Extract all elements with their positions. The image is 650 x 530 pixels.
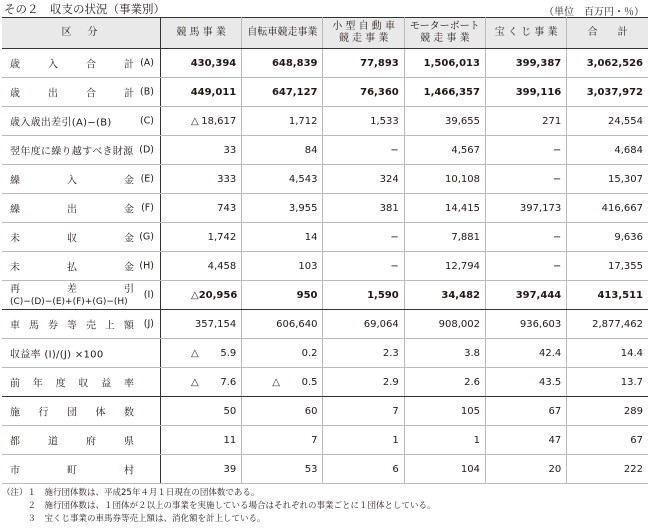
row-label-char: 合 xyxy=(85,88,96,100)
row-label-top xyxy=(10,284,134,296)
triangle-icon: △ xyxy=(190,289,199,301)
header-text: 宝 く じ 事 業 xyxy=(494,27,558,38)
table-row xyxy=(2,194,648,223)
value-text: 7.6 xyxy=(220,376,237,388)
row-label-char: 馬 xyxy=(28,320,39,332)
value-cell: 42.4 xyxy=(485,339,566,368)
triangle-icon: △ xyxy=(190,115,199,127)
row-label-char: 未 xyxy=(10,262,20,274)
row-label xyxy=(2,136,160,164)
value-cell: 324 xyxy=(323,165,404,194)
value-cell xyxy=(160,281,241,310)
row-label-char: 未 xyxy=(10,233,20,245)
row-label-char: 計 xyxy=(123,59,134,71)
row-key: (D) xyxy=(139,144,154,156)
row-label-char: 団 xyxy=(66,407,77,419)
row-label-text xyxy=(10,114,134,129)
value-cell: 9,636 xyxy=(567,223,648,252)
table-row xyxy=(2,223,648,252)
revenue-table xyxy=(2,17,648,484)
row-label xyxy=(2,107,160,135)
page-title: その２ 収支の状況（事業別） xyxy=(4,2,165,16)
row-label-text xyxy=(10,346,134,361)
row-key: (E) xyxy=(140,173,154,185)
value-text: 0.5 xyxy=(301,376,318,388)
row-label-text xyxy=(10,317,134,332)
value-cell: 39 xyxy=(160,455,241,484)
value-cell: 397,173 xyxy=(485,194,566,223)
row-label-cell xyxy=(2,165,160,194)
notes xyxy=(2,487,436,526)
value-cell: − xyxy=(485,165,566,194)
value-cell: 77,893 xyxy=(323,49,404,78)
value-cell: − xyxy=(485,223,566,252)
row-label-char: 都 xyxy=(10,436,20,448)
row-label-char: 率 xyxy=(123,378,134,390)
value-cell: 14.4 xyxy=(567,339,648,368)
row-label-text xyxy=(10,284,134,308)
value-cell: 449,011 xyxy=(160,78,241,107)
value-cell: 7,881 xyxy=(404,223,485,252)
row-label-char: 府 xyxy=(85,436,96,448)
row-key: (G) xyxy=(139,231,154,243)
value-cell: 7 xyxy=(323,397,404,426)
value-cell: 11 xyxy=(160,426,241,455)
value-cell: − xyxy=(323,136,404,165)
value-cell: 289 xyxy=(567,397,648,426)
value-cell: − xyxy=(323,252,404,281)
row-label-cell xyxy=(2,426,160,455)
row-label xyxy=(2,426,160,454)
value-cell: 4,543 xyxy=(242,165,323,194)
row-label-char: 数 xyxy=(123,407,134,419)
row-label-char: 払 xyxy=(66,262,77,274)
header-text: 区 分 xyxy=(61,27,101,38)
value-cell: 416,667 xyxy=(567,194,648,223)
value-cell: 3,955 xyxy=(242,194,323,223)
value-cell: 105 xyxy=(404,397,485,426)
row-label-text xyxy=(10,172,134,187)
row-label-char: 入 xyxy=(47,59,58,71)
row-label-char: 繰 xyxy=(10,175,20,187)
row-label xyxy=(2,397,160,425)
value-cell: 14,415 xyxy=(404,194,485,223)
value-cell: 7 xyxy=(242,426,323,455)
value-cell: 84 xyxy=(242,136,323,165)
row-label-cell xyxy=(2,397,160,426)
value-cell: − xyxy=(485,136,566,165)
row-label-cell xyxy=(2,223,160,252)
value-cell: − xyxy=(323,223,404,252)
value-cell: 69,064 xyxy=(323,310,404,339)
row-label-text xyxy=(10,433,134,448)
row-label-char: 道 xyxy=(47,436,58,448)
value-cell: − xyxy=(485,252,566,281)
row-label-cell xyxy=(2,368,160,397)
value-cell: 2,877,462 xyxy=(567,310,648,339)
row-label-char: 券 xyxy=(47,320,58,332)
value-cell: 20 xyxy=(485,455,566,484)
row-label-char: 金 xyxy=(123,262,134,274)
value-cell: 10,108 xyxy=(404,165,485,194)
row-label xyxy=(2,252,160,280)
header-text: 競 馬 事 業 xyxy=(176,27,226,38)
row-label-char: 収 xyxy=(66,233,77,245)
table-row-saisa xyxy=(2,281,648,310)
row-label-cell xyxy=(2,136,160,165)
value-text: 5.9 xyxy=(220,347,237,359)
value-text: 20,956 xyxy=(198,289,238,301)
value-cell: 12,794 xyxy=(404,252,485,281)
row-label-char: 年 xyxy=(32,378,43,390)
value-cell: 399,116 xyxy=(485,78,566,107)
row-label-char: 合 xyxy=(85,59,96,71)
row-label-char: 売 xyxy=(85,320,96,332)
value-cell: 15,307 xyxy=(567,165,648,194)
row-label-string: 歳入歳出差引(A)−(B) xyxy=(10,117,112,129)
row-label-string: 翌年度に繰り越すべき財源 xyxy=(10,146,134,158)
row-label xyxy=(2,78,160,106)
header-text: 自転車競走事業 xyxy=(247,27,318,38)
row-label-char: 度 xyxy=(55,378,66,390)
row-label-char: 村 xyxy=(123,465,134,477)
row-label-char: 入 xyxy=(66,175,77,187)
row-key: (B) xyxy=(140,86,154,98)
row-label-char: 差 xyxy=(66,284,77,295)
table-row xyxy=(2,426,648,455)
table-row xyxy=(2,252,648,281)
table-row xyxy=(2,49,648,78)
value-cell: 333 xyxy=(160,165,241,194)
value-cell: 743 xyxy=(160,194,241,223)
row-label-cell xyxy=(2,455,160,484)
table-row xyxy=(2,397,648,426)
row-label-char: 行 xyxy=(38,407,49,419)
row-key: (H) xyxy=(139,260,154,272)
value-cell: 60 xyxy=(242,397,323,426)
row-key: (C) xyxy=(139,115,154,127)
value-cell: 2.3 xyxy=(323,339,404,368)
row-label-cell xyxy=(2,49,160,78)
row-label-cell xyxy=(2,281,160,310)
row-label-bottom: (C)−(D)−(E)+(F)+(G)−(H) xyxy=(10,297,128,307)
row-label-text xyxy=(10,143,134,158)
value-cell: 47 xyxy=(485,426,566,455)
row-label-text xyxy=(10,462,134,477)
header-col-3 xyxy=(323,18,404,49)
value-cell: 1,466,357 xyxy=(404,78,485,107)
row-label-text xyxy=(10,85,134,100)
value-cell: 908,002 xyxy=(404,310,485,339)
row-label-cell xyxy=(2,252,160,281)
row-label-text xyxy=(10,201,134,216)
table-row xyxy=(2,165,648,194)
row-label-cell xyxy=(2,339,160,368)
row-label xyxy=(2,310,160,338)
table-row xyxy=(2,310,648,339)
header-text: 小 型 自 動 車 競 走 事 業 xyxy=(332,21,395,44)
value-cell: 50 xyxy=(160,397,241,426)
value-cell: 6 xyxy=(323,455,404,484)
value-cell: 1,590 xyxy=(323,281,404,310)
value-cell: 271 xyxy=(485,107,566,136)
value-cell: 103 xyxy=(242,252,323,281)
header-text: 合 計 xyxy=(587,27,628,38)
value-cell: 24,554 xyxy=(567,107,648,136)
value-cell: 14 xyxy=(242,223,323,252)
row-label-char: 出 xyxy=(66,204,77,216)
table-row xyxy=(2,136,648,165)
row-key: (F) xyxy=(141,202,154,214)
value-cell: 53 xyxy=(242,455,323,484)
row-label-char: 等 xyxy=(66,320,77,332)
value-cell: 4,458 xyxy=(160,252,241,281)
header-col-5 xyxy=(485,18,566,49)
table-row xyxy=(2,78,648,107)
header-label-col xyxy=(2,18,160,49)
value-cell: 67 xyxy=(567,426,648,455)
value-cell: 606,640 xyxy=(242,310,323,339)
value-cell: 648,839 xyxy=(242,49,323,78)
row-label xyxy=(2,165,160,193)
value-cell: 357,154 xyxy=(160,310,241,339)
note-3: ３ 宝くじ事業の車馬券等売上額は、消化額を計上している。 xyxy=(2,514,266,524)
row-label xyxy=(2,49,160,77)
row-label-char: 施 xyxy=(10,407,20,419)
row-label-char: 歳 xyxy=(10,59,20,71)
value-cell: 1 xyxy=(404,426,485,455)
value-cell: 4,684 xyxy=(567,136,648,165)
value-cell: 17,355 xyxy=(567,252,648,281)
unit-label: （単位 百万円・％） xyxy=(544,7,644,18)
row-label xyxy=(2,455,160,483)
table-row xyxy=(2,455,648,484)
value-cell: 39,655 xyxy=(404,107,485,136)
row-label-char: 再 xyxy=(10,284,20,295)
note-1: （注）１ 施行団体数は、平成25年４月１日現在の団体数である。 xyxy=(2,488,260,498)
value-cell: 0.2 xyxy=(242,339,323,368)
value-cell: 13.7 xyxy=(567,368,648,397)
row-label-char: 市 xyxy=(10,465,20,477)
row-label-char: 町 xyxy=(66,465,77,477)
value-cell: 3,037,972 xyxy=(567,78,648,107)
value-cell: 33 xyxy=(160,136,241,165)
value-cell: 104 xyxy=(404,455,485,484)
row-key: (A) xyxy=(140,57,154,69)
row-label-char: 繰 xyxy=(10,204,20,216)
row-label-char: 前 xyxy=(10,378,20,390)
triangle-icon: △ xyxy=(190,347,199,359)
value-cell: 413,511 xyxy=(567,281,648,310)
value-cell: 2.6 xyxy=(404,368,485,397)
value-cell: 2.9 xyxy=(323,368,404,397)
header-row xyxy=(2,18,648,49)
value-cell: 1 xyxy=(323,426,404,455)
value-cell: 936,603 xyxy=(485,310,566,339)
table-row xyxy=(2,107,648,136)
row-label-text xyxy=(10,259,134,274)
row-label-text xyxy=(10,56,134,71)
row-key: (I) xyxy=(143,289,154,301)
value-cell: 1,533 xyxy=(323,107,404,136)
row-label-cell xyxy=(2,310,160,339)
value-cell: 1,506,013 xyxy=(404,49,485,78)
value-cell: 222 xyxy=(567,455,648,484)
value-cell: 34,482 xyxy=(404,281,485,310)
triangle-icon: △ xyxy=(272,376,280,388)
row-label-text xyxy=(10,404,134,419)
row-label-char: 金 xyxy=(123,204,134,216)
row-label-char: 県 xyxy=(123,436,134,448)
row-label-char: 金 xyxy=(123,233,134,245)
row-label-char: 体 xyxy=(95,407,106,419)
row-label-char: 出 xyxy=(47,88,58,100)
header-col-6 xyxy=(567,18,648,49)
note-2: ２ 施行団体数は、１団体が２以上の事業を実施している場合はそれぞれの事業ごとに１団体としている。 xyxy=(2,501,436,511)
header-col-1 xyxy=(160,18,241,49)
value-cell xyxy=(160,107,241,136)
value-cell: 950 xyxy=(242,281,323,310)
row-label-text xyxy=(10,230,134,245)
header-text: モーターボート 競 走 事 業 xyxy=(410,21,480,44)
value-cell: 67 xyxy=(485,397,566,426)
value-cell xyxy=(160,339,241,368)
row-label xyxy=(2,281,160,309)
table-row xyxy=(2,368,648,397)
value-cell xyxy=(160,368,241,397)
row-label xyxy=(2,368,160,396)
row-label xyxy=(2,223,160,251)
row-label-string: 収益率 (I)/(J) ×100 xyxy=(10,349,104,361)
row-label-char: 額 xyxy=(123,320,134,332)
value-cell xyxy=(242,368,323,397)
row-label-char: 計 xyxy=(123,88,134,100)
row-label-cell xyxy=(2,194,160,223)
value-cell: 76,360 xyxy=(323,78,404,107)
value-cell: 397,444 xyxy=(485,281,566,310)
value-cell: 1,712 xyxy=(242,107,323,136)
row-label-char: 歳 xyxy=(10,88,20,100)
row-label-char: 引 xyxy=(123,284,134,295)
header-col-4 xyxy=(404,18,485,49)
row-label-char: 上 xyxy=(104,320,115,332)
row-label-text xyxy=(10,375,134,390)
row-label-char: 益 xyxy=(101,378,112,390)
value-text: 18,617 xyxy=(201,115,237,127)
row-label xyxy=(2,194,160,222)
value-cell: 381 xyxy=(323,194,404,223)
triangle-icon: △ xyxy=(190,376,199,388)
value-cell: 430,394 xyxy=(160,49,241,78)
row-label-cell xyxy=(2,78,160,107)
value-cell: 3,062,526 xyxy=(567,49,648,78)
row-label-cell xyxy=(2,107,160,136)
value-cell: 43.5 xyxy=(485,368,566,397)
row-label-char: 収 xyxy=(78,378,89,390)
value-cell: 3.8 xyxy=(404,339,485,368)
value-cell: 399,387 xyxy=(485,49,566,78)
row-key: (J) xyxy=(143,318,154,330)
row-label-char: 車 xyxy=(10,320,20,332)
row-label xyxy=(2,339,160,367)
header-col-2 xyxy=(242,18,323,49)
table-row xyxy=(2,339,648,368)
row-label-char: 金 xyxy=(123,175,134,187)
value-cell: 1,742 xyxy=(160,223,241,252)
value-cell: 647,127 xyxy=(242,78,323,107)
value-cell: 4,567 xyxy=(404,136,485,165)
